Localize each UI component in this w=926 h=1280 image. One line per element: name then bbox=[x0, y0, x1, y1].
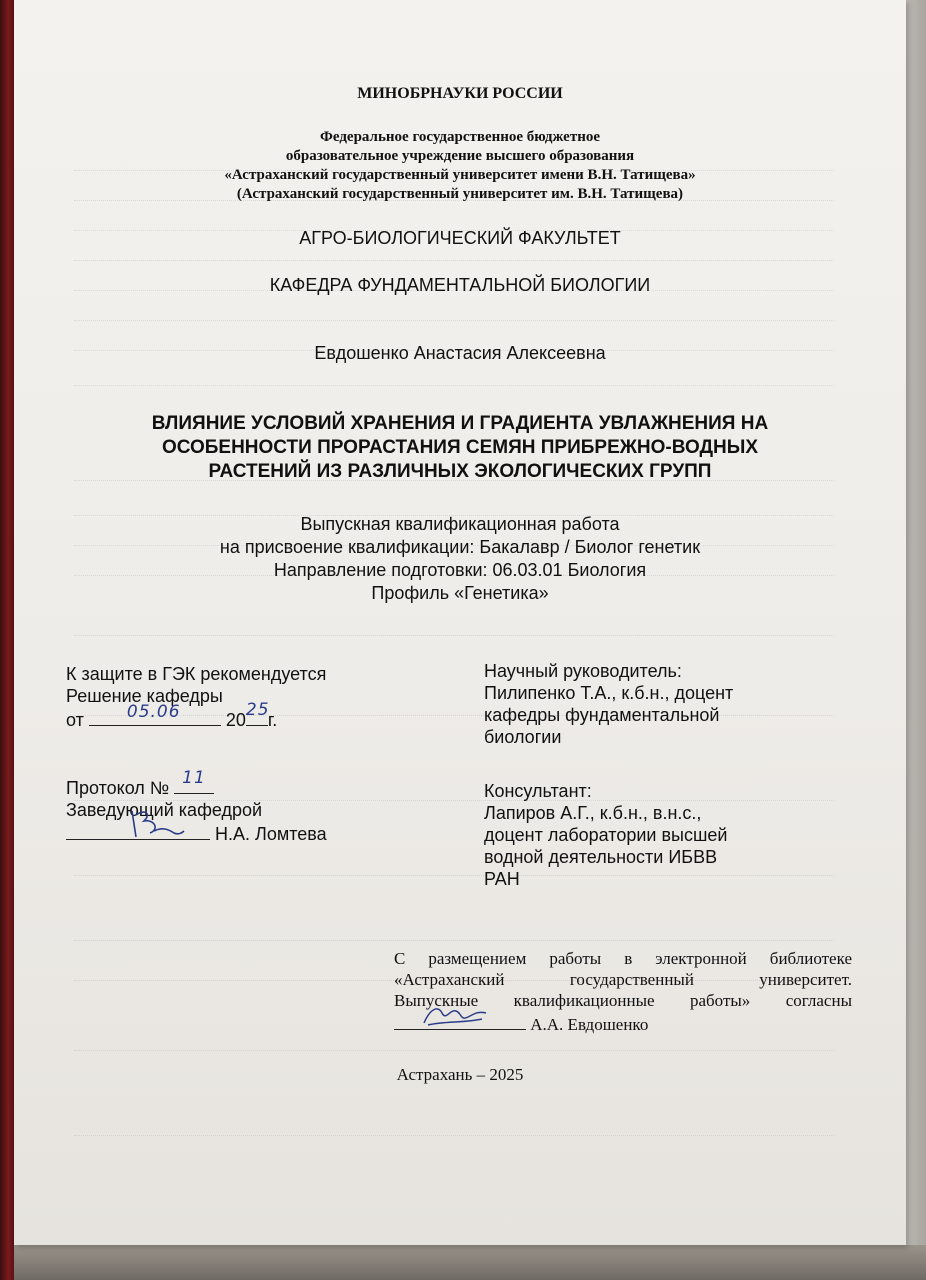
work-type: Выпускная квалификационная работа bbox=[300, 514, 620, 534]
title-page bbox=[14, 0, 906, 1245]
consultant-line: РАН bbox=[484, 869, 520, 889]
handwritten-date: 05.06 bbox=[126, 702, 181, 722]
author-name: Евдошенко Анастасия Алексеевна bbox=[314, 343, 606, 363]
year-field bbox=[245, 700, 270, 726]
head-signature-field bbox=[66, 821, 210, 840]
thesis-title bbox=[14, 412, 906, 484]
institution-line: (Астраханский государственный университет им. В.Н. Татищева) bbox=[236, 186, 684, 202]
head-signature-row bbox=[66, 821, 446, 845]
supervisor-label: Научный руководитель: bbox=[484, 661, 682, 681]
publication-consent bbox=[394, 948, 852, 1035]
red-binding bbox=[0, 0, 14, 1280]
head-label: Заведующий кафедрой bbox=[66, 800, 263, 820]
work-qualification: на присвоение квалификации: Бакалавр / Биолог генетик bbox=[219, 537, 701, 557]
title-line: ВЛИЯНИЕ УСЛОВИЙ ХРАНЕНИЯ И ГРАДИЕНТА УВЛАЖНЕНИЯ НА bbox=[151, 413, 769, 434]
defense-recommend: К защите в ГЭК рекомендуется bbox=[66, 664, 327, 684]
institution-block bbox=[14, 128, 906, 204]
consultant-line: доцент лаборатории высшей bbox=[484, 825, 728, 845]
consultant-line: Лапиров А.Г., к.б.н., в.н.с., bbox=[484, 803, 702, 823]
consent-signature-row bbox=[394, 1011, 852, 1035]
defense-decision: Решение кафедры bbox=[66, 686, 223, 706]
handwritten-protocol: 11 bbox=[182, 768, 206, 788]
advisors-block bbox=[484, 660, 804, 890]
consent-line: С размещением работы в электронной библиотеке bbox=[394, 949, 852, 968]
consultant-label: Консультант: bbox=[484, 781, 592, 801]
title-line: РАСТЕНИЙ ИЗ РАЗЛИЧНЫХ ЭКОЛОГИЧЕСКИХ ГРУПП bbox=[208, 461, 712, 482]
year-suffix: г. bbox=[267, 710, 278, 730]
defense-block bbox=[66, 663, 446, 845]
protocol-field bbox=[174, 768, 214, 794]
institution-line: образовательное учреждение высшего образования bbox=[285, 148, 635, 164]
defense-date-row bbox=[66, 700, 446, 731]
date-field bbox=[89, 702, 221, 726]
title-line: ОСОБЕННОСТИ ПРОРАСТАНИЯ СЕМЯН ПРИБРЕЖНО-ВОДНЫХ bbox=[161, 437, 759, 458]
handwritten-year: 25 bbox=[245, 700, 270, 720]
author-signature-icon bbox=[420, 999, 490, 1029]
institution-line: «Астраханский государственный университет имени В.Н. Татищева» bbox=[224, 167, 696, 183]
work-direction: Направление подготовки: 06.03.01 Биология bbox=[273, 560, 647, 580]
protocol-label: Протокол № bbox=[66, 778, 170, 798]
faculty-name: АГРО-БИОЛОГИЧЕСКИЙ ФАКУЛЬТЕТ bbox=[299, 228, 621, 248]
ministry-name: МИНОБРНАУКИ РОССИИ bbox=[357, 85, 563, 102]
supervisor-line: кафедры фундаментальной bbox=[484, 705, 720, 725]
consultant-line: водной деятельности ИБВВ bbox=[484, 847, 718, 867]
bottom-strip bbox=[14, 1245, 926, 1280]
work-profile: Профиль «Генетика» bbox=[371, 583, 549, 603]
department-name: КАФЕДРА ФУНДАМЕНТАЛЬНОЙ БИОЛОГИИ bbox=[269, 275, 651, 295]
institution-line: Федеральное государственное бюджетное bbox=[319, 129, 601, 145]
consent-line: Выпускные квалификационные работы» согласны bbox=[394, 991, 852, 1010]
head-name: Н.А. Ломтева bbox=[215, 824, 327, 844]
year-prefix: 20 bbox=[225, 710, 246, 730]
work-info bbox=[14, 513, 906, 605]
protocol-row bbox=[66, 768, 446, 799]
consent-signature-field bbox=[394, 1011, 526, 1030]
supervisor-line: биологии bbox=[484, 727, 562, 747]
consent-line: «Астраханский государственный университет. bbox=[394, 970, 852, 989]
city-year: Астрахань – 2025 bbox=[396, 1065, 524, 1084]
supervisor-line: Пилипенко Т.А., к.б.н., доцент bbox=[484, 683, 734, 703]
date-from: от bbox=[66, 710, 84, 730]
consent-signer: А.А. Евдошенко bbox=[530, 1015, 649, 1034]
head-signature-icon bbox=[126, 807, 186, 841]
